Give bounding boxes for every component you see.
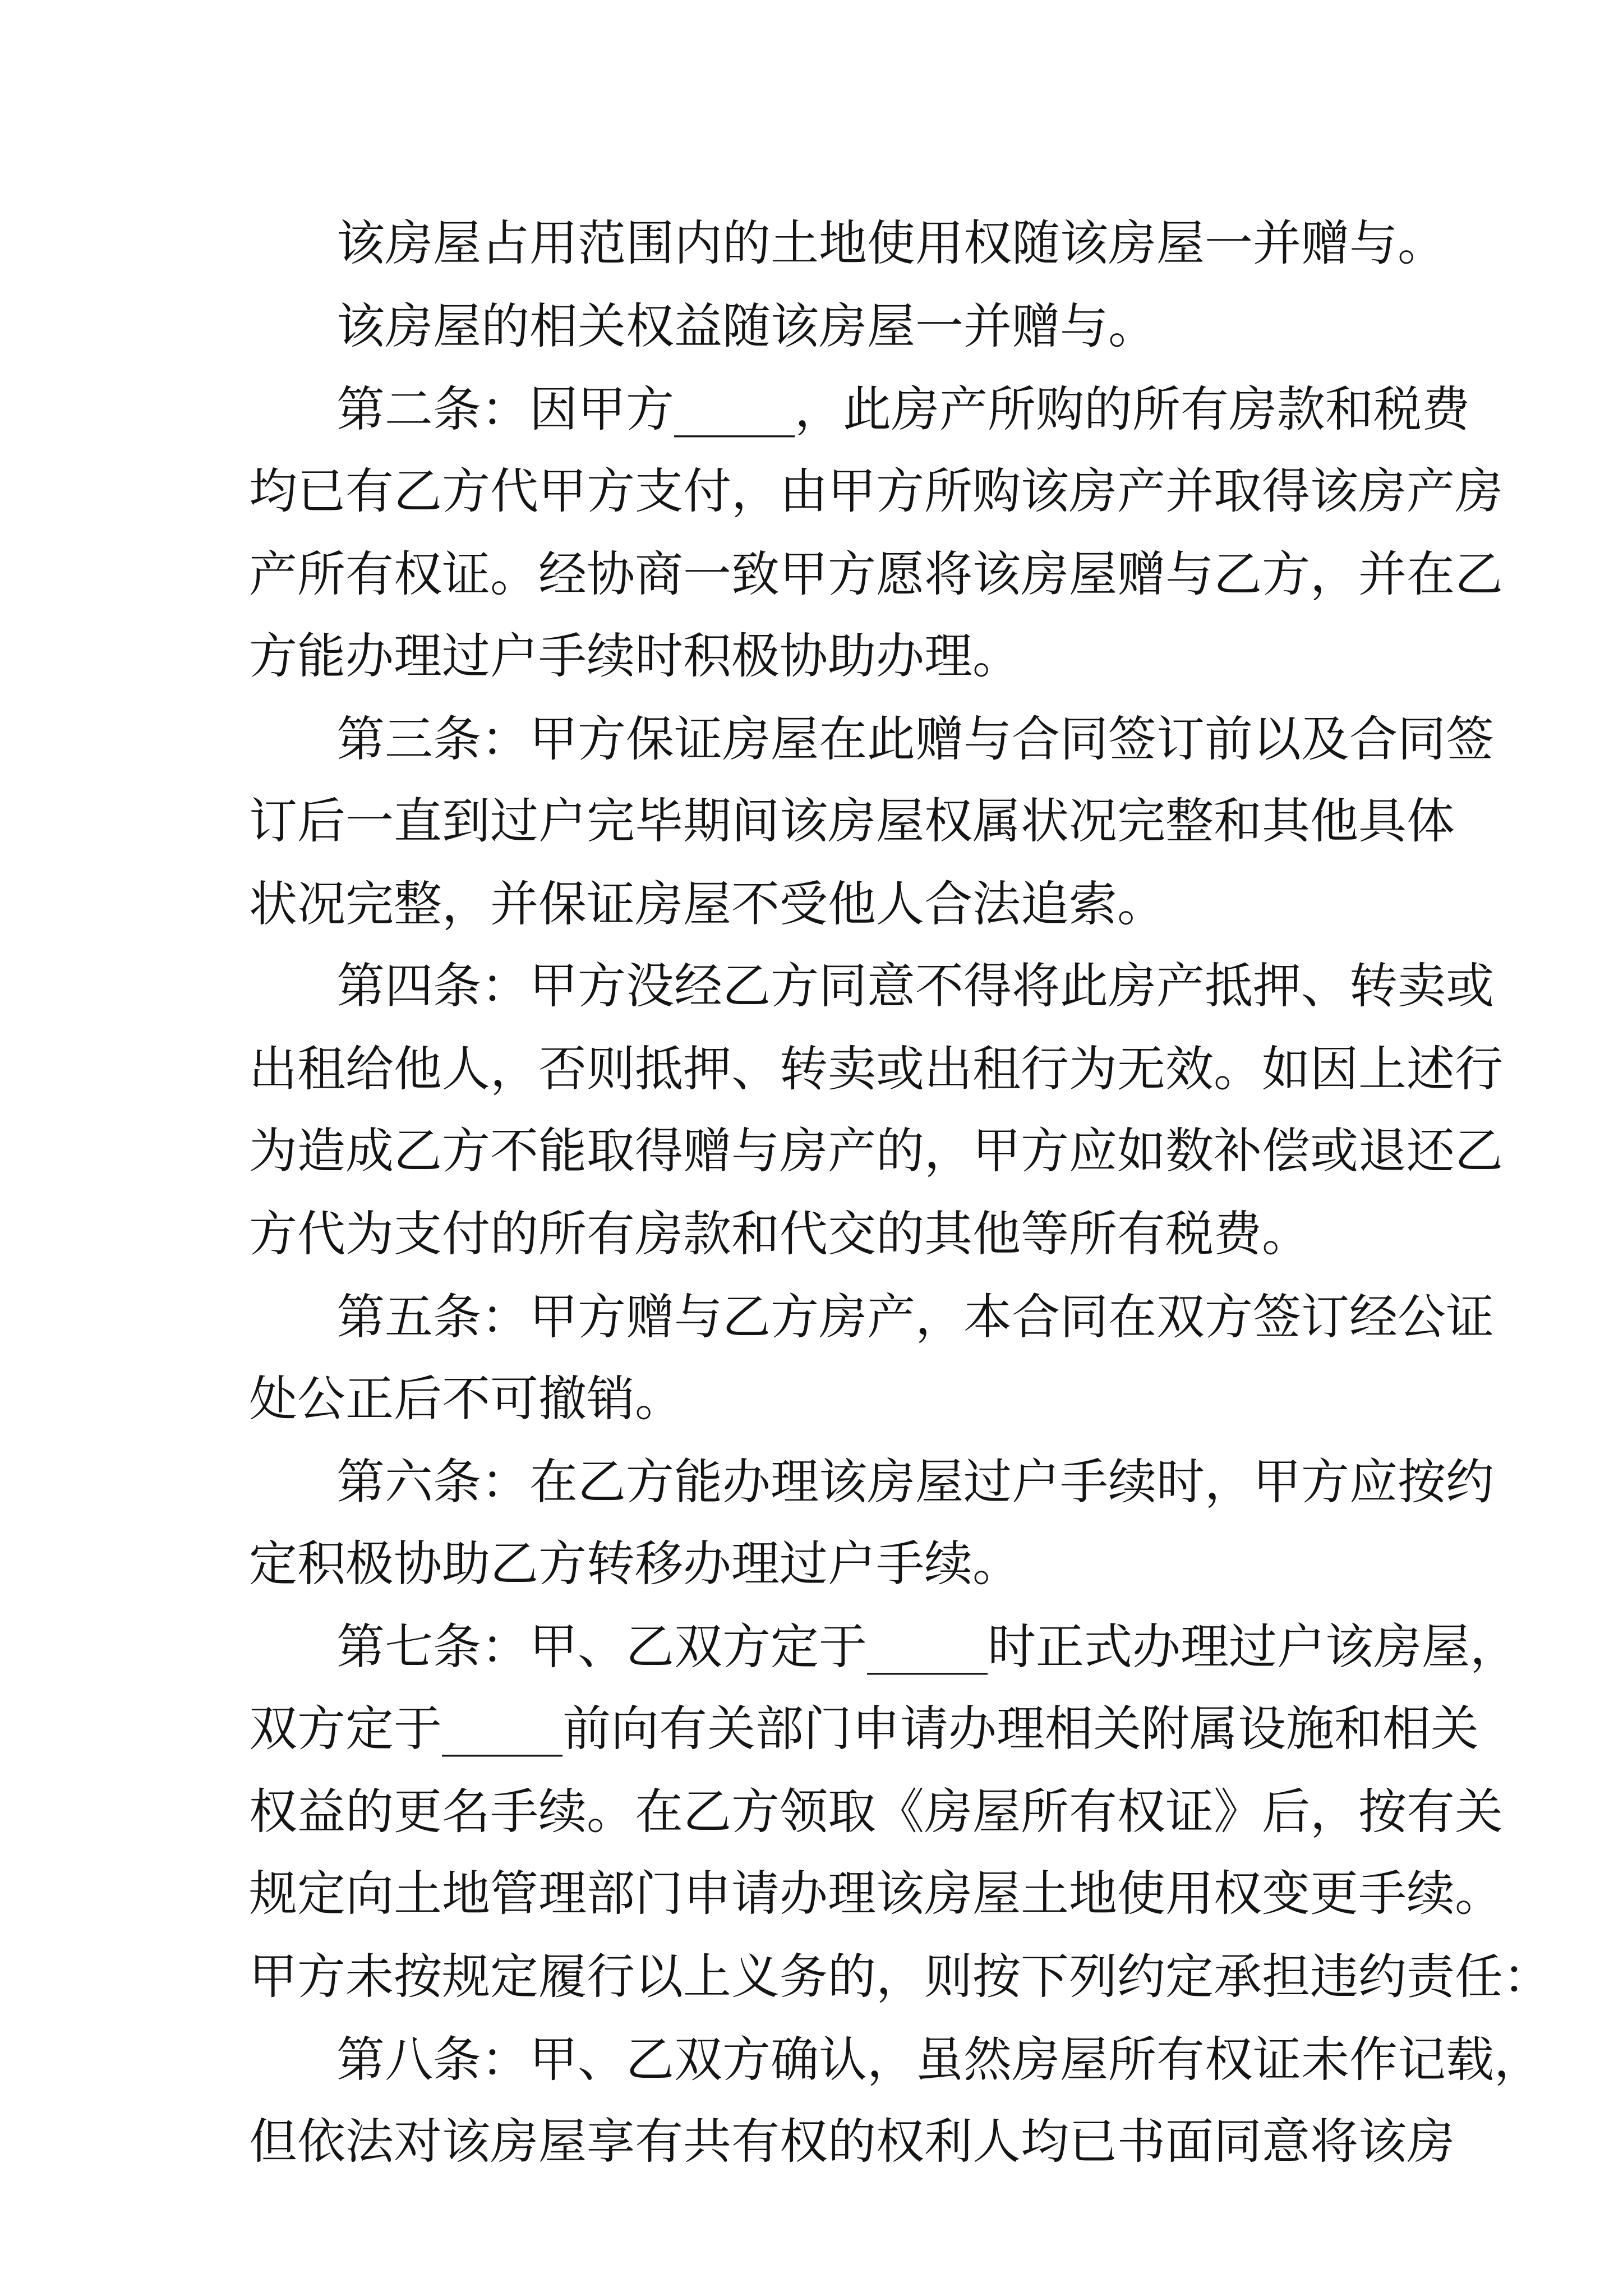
article-6-line: 第六条：在乙方能办理该房屋过户手续时，甲方应按约 [336,1454,1494,1510]
article-4-line: 第四条：甲方没经乙方同意不得将此房产抵押、转卖或 [336,958,1494,1014]
article-3-line: 第三条：甲方保证房屋在此赠与合同签订前以及合同签 [336,711,1494,767]
article-3-line: 状况完整，并保证房屋不受他人合法追索。 [249,876,1165,932]
paragraph-line: 该房屋的相关权益随该房屋一并赠与。 [336,298,1156,355]
article-4-line: 方代为支付的所有房款和代交的其他等所有税费。 [249,1206,1310,1262]
article-7-line: 规定向土地管理部门申请办理该房屋土地使用权变更手续。 [249,1866,1503,1922]
article-2-line: 均已有乙方代甲方支付，由甲方所购该房产并取得该房产房 [249,463,1503,519]
article-7-line: 第七条：甲、乙双方定于_____时正式办理过户该房屋， [336,1619,1518,1675]
article-4-line: 为造成乙方不能取得赠与房产的，甲方应如数补偿或退还乙 [249,1123,1503,1179]
article-3-line: 订后一直到过户完毕期间该房屋权属状况完整和其他具体 [249,793,1455,849]
article-8-line: 第八条：甲、乙双方确认，虽然房屋所有权证未作记载， [336,2032,1542,2088]
article-7-line: 双方定于_____前向有关部门申请办理相关附属设施和相关 [249,1701,1479,1757]
article-5-line: 第五条：甲方赠与乙方房产，本合同在双方签订经公证 [336,1289,1494,1345]
article-7-line: 权益的更名手续。在乙方领取《房屋所有权证》后，按有关 [249,1784,1503,1840]
article-2-line: 产所有权证。经协商一致甲方愿将该房屋赠与乙方，并在乙 [249,546,1503,602]
article-4-line: 出租给他人，否则抵押、转卖或出租行为无效。如因上述行 [249,1041,1503,1097]
article-7-line: 甲方未按规定履行以上义务的，则按下列约定承担违约责任： [249,1949,1551,2005]
article-8-line: 但依法对该房屋享有共有权的权利人均已书面同意将该房 [249,2114,1455,2170]
article-2-line: 方能办理过户手续时积极协助办理。 [249,628,1021,684]
article-2-line: 第二条：因甲方_____，此房产所购的所有房款和税费 [336,381,1470,438]
paragraph-line: 该房屋占用范围内的土地使用权随该房屋一并赠与。 [336,215,1446,272]
article-6-line: 定积极协助乙方转移办理过户手续。 [249,1536,1021,1592]
article-5-line: 处公正后不可撤销。 [249,1371,683,1427]
